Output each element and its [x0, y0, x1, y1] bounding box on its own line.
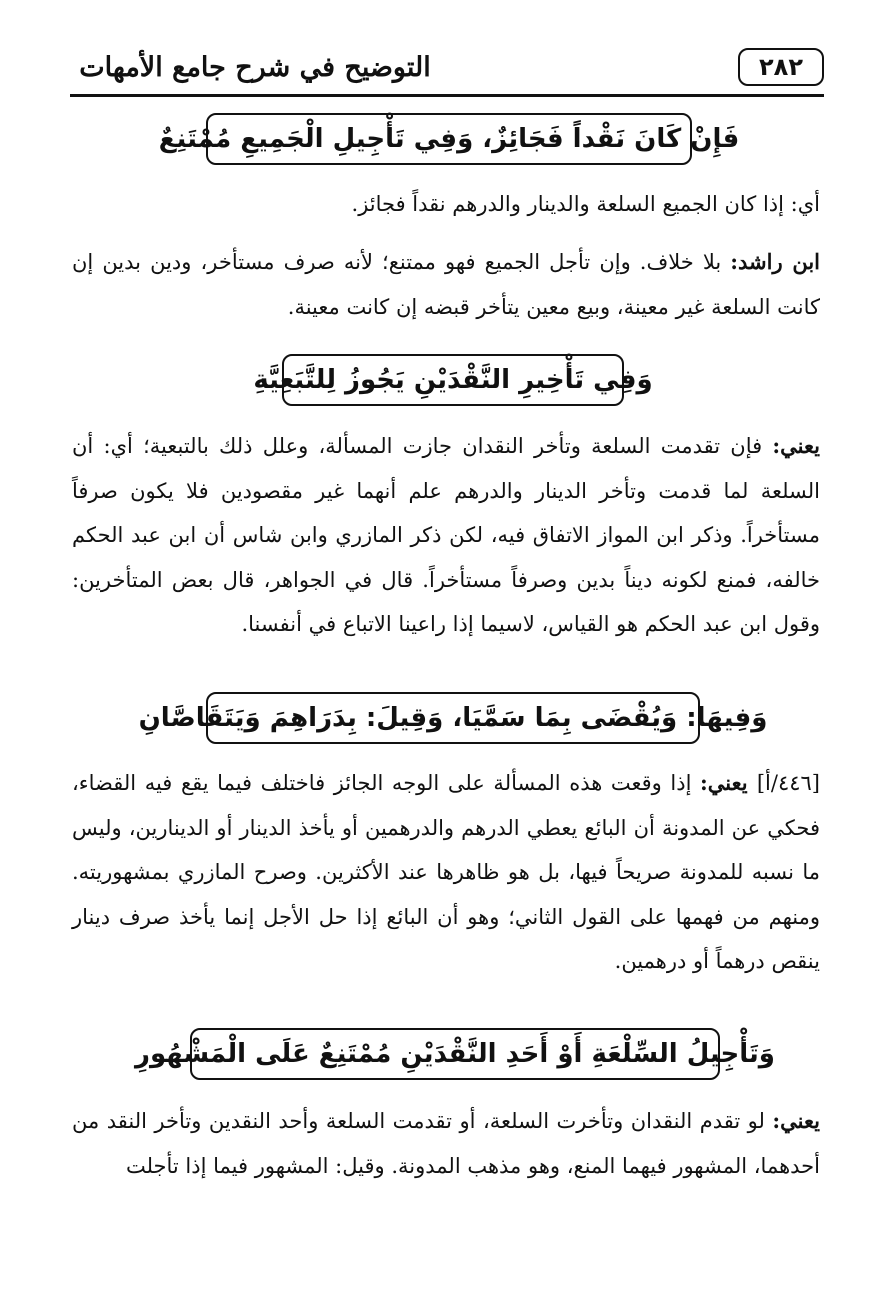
- paragraph-5-lead: يعني:: [772, 1108, 820, 1133]
- paragraph-1-text: أي: إذا كان الجميع السلعة والدينار والدرهم نقداً فجائز.: [351, 192, 820, 216]
- paragraph-3-lead: يعني:: [772, 433, 820, 458]
- paragraph-4-lead: يعني:: [700, 770, 757, 795]
- matn-box-1: فَإِنْ كَانَ نَقْداً فَجَائِزٌ، وَفِي تَأْجِيلِ الْجَمِيعِ مُمْتَنِعٌ: [206, 113, 692, 165]
- paragraph-4-ref: [٤٤٦/أ]: [756, 771, 820, 795]
- paragraph-2: [72, 240, 820, 329]
- paragraph-5-text: لو تقدم النقدان وتأخرت السلعة، أو تقدمت السلعة وأحد النقدين وتأخر النقد من أحدهما، المشهور فيهما المنع، وهو مذهب المدونة. وقيل: المشهور فيما إذا تأجلت: [72, 1109, 820, 1178]
- paragraph-4-text: إذا وقعت هذه المسألة على الوجه الجائز فاختلف فيما يقع فيه القضاء، فحكي عن المدونة أن البائع يعطي الدرهم والدرهمين أو يأخذ الدينار أو الدينارين، وليس ما نسبه للمدونة صريحاً فيها، بل هو ظاهرها عند الأكثرين. وصرح المازري بمشهوريته. ومنهم من فهمها على القول الثاني؛ وهو أن البائع إذا حل الأجل إنما يأخذ صرف دينار ينقص درهماً أو درهمين.: [72, 771, 820, 973]
- paragraph-4: [72, 761, 820, 984]
- paragraph-3: [72, 424, 820, 647]
- matn-box-3: وَفِيهَا: وَيُقْضَى بِمَا سَمَّيَا، وَقِيلَ: بِدَرَاهِمَ وَيَتَقَاصَّانِ: [206, 692, 700, 744]
- page-header: [70, 38, 824, 97]
- paragraph-5: [72, 1099, 820, 1188]
- paragraph-3-text: فإن تقدمت السلعة وتأخر النقدان جازت المسألة، وعلل ذلك بالتبعية؛ أي: أن السلعة لما قدمت وتأخر الدينار والدرهم علم أنهما غير مقصودين فلا يكون صرفاً مستأخراً. وذكر ابن المواز الاتفاق فيه، لكن ذكر المازري وابن شاس أن ابن عبد الحكم خالفه، فمنع لكونه ديناً بدين وصرفاً مستأخراً. قال في الجواهر، قال بعض المتأخرين: وقول ابن عبد الحكم هو القياس، لاسيما إذا راعينا الاتباع في أنفسنا.: [72, 434, 820, 636]
- paragraph-1: [72, 182, 820, 227]
- paragraph-2-lead: ابن راشد:: [730, 249, 820, 274]
- paragraph-2-text: بلا خلاف. وإن تأجل الجميع فهو ممتنع؛ لأنه صرف مستأخر، ودين بدين إن كانت السلعة غير معينة، وبيع معين يتأخر قبضه إن كانت معينة.: [72, 250, 820, 319]
- matn-box-2: وَفِي تَأْخِيرِ النَّقْدَيْنِ يَجُوزُ لِلتَّبَعِيَّةِ: [282, 354, 624, 406]
- matn-box-4: وَتَأْجِيلُ السِّلْعَةِ أَوْ أَحَدِ النَّقْدَيْنِ مُمْتَنِعٌ عَلَى الْمَشْهُورِ: [190, 1028, 720, 1080]
- book-title: التوضيح في شرح جامع الأمهات: [79, 51, 431, 83]
- page-number: ٢٨٢: [738, 48, 824, 86]
